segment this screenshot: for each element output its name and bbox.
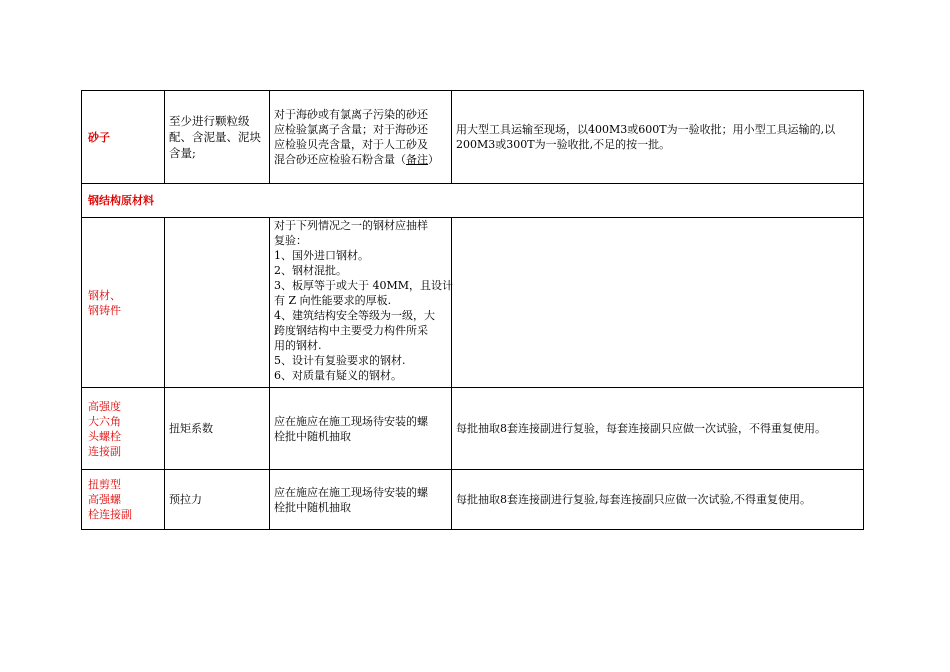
material-name-sand: 砂子 [82,91,165,184]
extra-tests-line: 5、设计有复验要求的钢材. [274,354,406,367]
extra-tests-line: 有 Z 向性能要求的厚板. [274,294,392,307]
table-row-hex-bolt [82,388,864,470]
material-name-line: 钢铸件 [88,303,121,317]
material-name-line: 高强螺 [88,493,121,506]
test-items-line: 配、含泥量、泥块 [169,130,261,144]
table-row-steel [82,218,864,388]
extra-tests-sand [270,91,452,184]
test-items-line: 至少进行颗粒级 [169,114,250,128]
inspection-table-sheet [81,90,863,530]
extra-tests-line: 3、板厚等于或大于 40MM，且设计 [274,279,454,292]
batch-rule-steel [452,218,864,388]
section-row-steel-structure [82,184,864,218]
extra-tests-line: 用的钢材. [274,339,322,352]
extra-tests-shear-bolt [270,470,452,530]
extra-tests-line: 6、对质量有疑义的钢材。 [274,369,402,382]
extra-tests-hex-bolt [270,388,452,470]
remark-link[interactable]: 备注 [406,153,428,166]
material-name-line: 扭剪型 [88,478,121,491]
extra-tests-line: 1、国外进口钢材。 [274,249,369,262]
test-items-steel [165,218,270,388]
material-name-hex-bolt [82,388,165,470]
material-name-line: 栓连接副 [88,508,132,521]
material-name-line: 头螺栓 [88,429,121,443]
extra-tests-line: 复验： [274,234,307,247]
extra-tests-line: 2、钢材混批。 [274,264,347,277]
material-name-line: 大六角 [88,414,121,428]
batch-rule-sand [452,91,864,184]
test-items-hex-bolt: 扭矩系数 [165,388,270,470]
section-title: 钢结构原材料 [82,184,864,218]
test-items-line: 含量; [169,146,196,160]
extra-tests-last-prefix: 混合砂还应检验石粉含量（ [274,153,406,166]
material-name-shear-bolt [82,470,165,530]
extra-tests-steel [270,218,452,388]
batch-rule-hex-bolt: 每批抽取8套连接副进行复验，每套连接副只应做一次试验，不得重复使用。 [452,388,864,470]
batch-rule-line: 用大型工具运输至现场，以400M3或600T为一验收批；用小型工具运输的,以 [456,123,836,136]
extra-tests-line: 对于海砂或有氯离子污染的砂还 [274,108,428,121]
test-items-sand [165,91,270,184]
material-name-line: 高强度 [88,399,121,413]
extra-tests-line: 对于下列情况之一的钢材应抽样 [274,219,428,232]
extra-tests-line: 应在施应在施工现场待安装的螺 [274,414,428,428]
batch-rule-line: 200M3或300T为一验收批,不足的按一批。 [456,138,671,151]
test-items-shear-bolt: 预拉力 [165,470,270,530]
extra-tests-last-suffix: ） [428,153,439,166]
material-name-line: 连接副 [88,444,121,458]
extra-tests-line [274,152,447,167]
material-name-line: 钢材、 [88,288,121,302]
table-row-sand [82,91,864,184]
extra-tests-line: 应检验氯离子含量；对于海砂还 [274,123,428,136]
extra-tests-line: 应在施应在施工现场待安装的螺 [274,485,428,499]
extra-tests-line: 栓批中随机抽取 [274,500,351,514]
table-row-shear-bolt [82,470,864,530]
extra-tests-line: 应检验贝壳含量，对于人工砂及 [274,138,428,151]
extra-tests-line: 栓批中随机抽取 [274,429,351,443]
batch-rule-shear-bolt: 每批抽取8套连接副进行复验,每套连接副只应做一次试验,不得重复使用。 [452,470,864,530]
extra-tests-line: 跨度钢结构中主要受力构件所采 [274,324,428,337]
material-name-steel [82,218,165,388]
inspection-table [81,90,864,530]
extra-tests-line: 4、建筑结构安全等级为一级，大 [274,309,435,322]
